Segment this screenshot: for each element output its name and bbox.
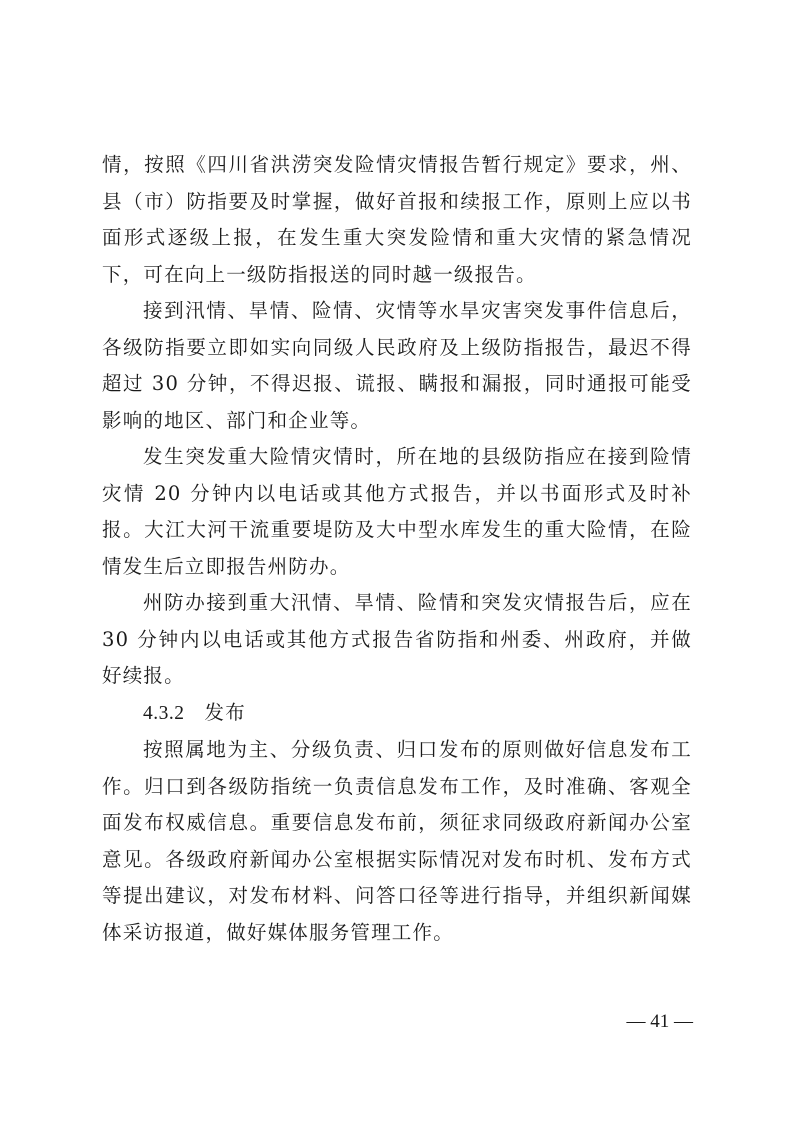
paragraph-prefecture-office: 州防办接到重大汛情、旱情、险情和突发灾情报告后，应在 30 分钟内以电话或其他方式报告省防指和州委、州政府，并做好续报。 bbox=[102, 591, 692, 687]
section-heading bbox=[102, 695, 692, 733]
paragraph-continuation: 情，按照《四川省洪涝突发险情灾情报告暂行规定》要求，州、县（市）防指要及时掌握，做好首报和续报工作，原则上应以书面形式逐级上报，在发生重大突发险情和重大灾情的紧急情况下，可在向上一级防指报送的同时越一级报告。 bbox=[102, 153, 692, 286]
paragraph-report-timing: 接到汛情、旱情、险情、灾情等水旱灾害突发事件信息后，各级防指要立即如实向同级人民政府及上级防指报告，最迟不得超过 30 分钟，不得迟报、谎报、瞒报和漏报，同时通报可能受影响的地区、部门和企业等。 bbox=[102, 299, 692, 432]
section-number: 4.3.2 bbox=[143, 702, 185, 724]
paragraph-major-danger: 发生突发重大险情灾情时，所在地的县级防指应在接到险情灾情 20 分钟内以电话或其他方式报告，并以书面形式及时补报。大江大河干流重要堤防及大中型水库发生的重大险情，在险情发生后立即报告州防办。 bbox=[102, 445, 692, 578]
page-number: — 41 — bbox=[626, 1011, 693, 1032]
paragraph-release: 按照属地为主、分级负责、归口发布的原则做好信息发布工作。归口到各级防指统一负责信息发布工作，及时准确、客观全面发布权威信息。重要信息发布前，须征求同级政府新闻办公室意见。各级政府新闻办公室根据实际情况对发布时机、发布方式等提出建议，对发布材料、问答口径等进行指导，并组织新闻媒体采访报道，做好媒体服务管理工作。 bbox=[102, 738, 692, 944]
document-body bbox=[102, 147, 692, 951]
section-title: 发布 bbox=[204, 700, 246, 724]
